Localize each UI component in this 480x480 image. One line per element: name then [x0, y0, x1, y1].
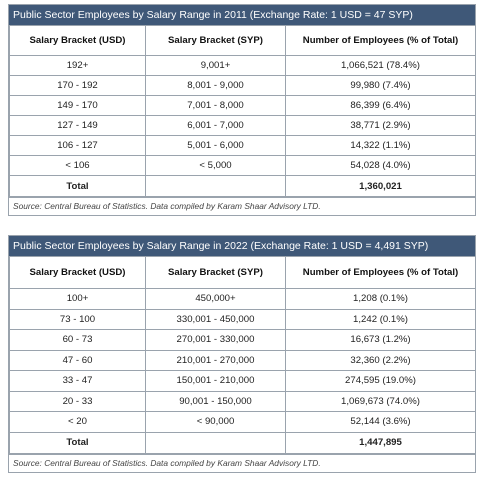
source-note-2022: Source: Central Bureau of Statistics. Data compiled by Karam Shaar Advisory LTD. [9, 454, 475, 472]
cell-usd: 127 - 149 [10, 116, 146, 136]
total-value: 1,447,895 [286, 432, 476, 453]
total-row [10, 432, 476, 453]
cell-syp: < 90,000 [146, 412, 286, 433]
table-title-2011: Public Sector Employees by Salary Range in 2011 (Exchange Rate: 1 USD = 47 SYP) [9, 5, 475, 25]
table-row [10, 136, 476, 156]
table-row [10, 309, 476, 330]
header-row [10, 26, 476, 56]
cell-usd: 60 - 73 [10, 330, 146, 351]
cell-usd: 170 - 192 [10, 76, 146, 96]
salary-table-2011 [9, 25, 476, 197]
cell-syp: 270,001 - 330,000 [146, 330, 286, 351]
cell-employees: 38,771 (2.9%) [286, 116, 476, 136]
cell-usd: < 106 [10, 156, 146, 176]
cell-usd: 100+ [10, 289, 146, 310]
cell-syp: 5,001 - 6,000 [146, 136, 286, 156]
cell-syp: 90,001 - 150,000 [146, 391, 286, 412]
table-row [10, 56, 476, 76]
cell-syp: 8,001 - 9,000 [146, 76, 286, 96]
cell-syp: 9,001+ [146, 56, 286, 76]
cell-employees: 14,322 (1.1%) [286, 136, 476, 156]
source-note-2011: Source: Central Bureau of Statistics. Data compiled by Karam Shaar Advisory LTD. [9, 197, 475, 215]
header-row [10, 257, 476, 289]
cell-employees: 99,980 (7.4%) [286, 76, 476, 96]
cell-syp: 330,001 - 450,000 [146, 309, 286, 330]
table-title-2022: Public Sector Employees by Salary Range in 2022 (Exchange Rate: 1 USD = 4,491 SYP) [9, 236, 475, 256]
cell-employees: 32,360 (2.2%) [286, 350, 476, 371]
cell-usd: 20 - 33 [10, 391, 146, 412]
table-row [10, 350, 476, 371]
cell-employees: 1,066,521 (78.4%) [286, 56, 476, 76]
cell-usd: 149 - 170 [10, 96, 146, 116]
total-spacer [146, 432, 286, 453]
cell-employees: 1,242 (0.1%) [286, 309, 476, 330]
table-row [10, 289, 476, 310]
cell-syp: 450,000+ [146, 289, 286, 310]
cell-usd: 47 - 60 [10, 350, 146, 371]
header-syp: Salary Bracket (SYP) [146, 26, 286, 56]
cell-employees: 1,208 (0.1%) [286, 289, 476, 310]
cell-employees: 54,028 (4.0%) [286, 156, 476, 176]
table-row [10, 391, 476, 412]
cell-syp: < 5,000 [146, 156, 286, 176]
total-value: 1,360,021 [286, 176, 476, 197]
cell-usd: 192+ [10, 56, 146, 76]
table-row [10, 412, 476, 433]
total-label: Total [10, 176, 146, 197]
table-panel-2011 [8, 4, 476, 216]
table-row [10, 116, 476, 136]
header-syp: Salary Bracket (SYP) [146, 257, 286, 289]
cell-syp: 6,001 - 7,000 [146, 116, 286, 136]
table-row [10, 76, 476, 96]
table-row [10, 330, 476, 351]
total-row [10, 176, 476, 197]
header-employees: Number of Employees (% of Total) [286, 257, 476, 289]
cell-employees: 86,399 (6.4%) [286, 96, 476, 116]
total-spacer [146, 176, 286, 197]
table-panel-2022 [8, 235, 476, 473]
header-usd: Salary Bracket (USD) [10, 257, 146, 289]
cell-syp: 7,001 - 8,000 [146, 96, 286, 116]
cell-employees: 52,144 (3.6%) [286, 412, 476, 433]
cell-syp: 210,001 - 270,000 [146, 350, 286, 371]
cell-employees: 1,069,673 (74.0%) [286, 391, 476, 412]
cell-syp: 150,001 - 210,000 [146, 371, 286, 392]
cell-usd: 73 - 100 [10, 309, 146, 330]
cell-usd: 106 - 127 [10, 136, 146, 156]
table-row [10, 96, 476, 116]
header-usd: Salary Bracket (USD) [10, 26, 146, 56]
cell-usd: < 20 [10, 412, 146, 433]
cell-employees: 16,673 (1.2%) [286, 330, 476, 351]
total-label: Total [10, 432, 146, 453]
header-employees: Number of Employees (% of Total) [286, 26, 476, 56]
cell-employees: 274,595 (19.0%) [286, 371, 476, 392]
cell-usd: 33 - 47 [10, 371, 146, 392]
table-row [10, 156, 476, 176]
table-row [10, 371, 476, 392]
salary-table-2022 [9, 256, 476, 454]
